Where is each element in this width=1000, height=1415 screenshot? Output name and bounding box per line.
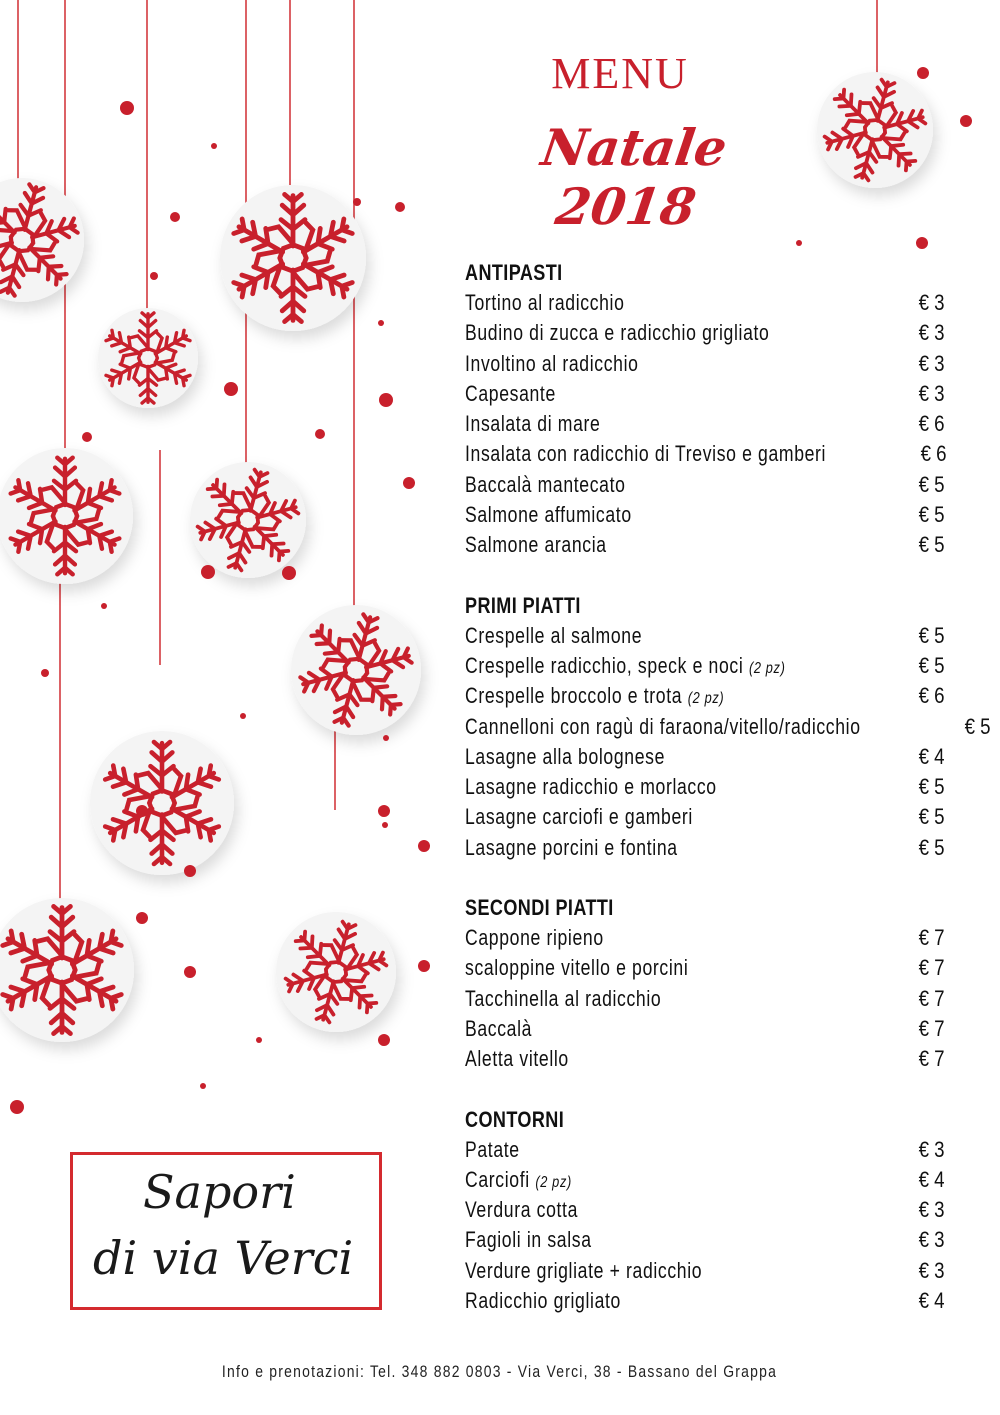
price: € 4 [918,1166,945,1192]
menu-item: Salmone affumicato € 5 [465,500,945,530]
menu-item: Verdure grigliate + radicchio € 3 [465,1256,945,1286]
menu-item: scaloppine vitello e porcini € 7 [465,953,945,983]
price: € 3 [918,1227,945,1253]
price: € 6 [918,411,945,437]
menu-item: Capesante € 3 [465,379,945,409]
price: € 7 [918,1015,945,1041]
price: € 3 [918,1257,945,1283]
price: € 7 [918,925,945,951]
section-contorni [465,1105,945,1317]
price: € 5 [918,502,945,528]
menu-item: Budino di zucca e radicchio grigliato € 3 [465,318,945,348]
price: € 3 [918,320,945,346]
menu-item: Fagioli in salsa € 3 [465,1225,945,1255]
menu-item: Lasagne alla bolognese € 4 [465,742,945,772]
price: € 5 [964,713,991,739]
price: € 5 [918,532,945,558]
item-note: (2 pz) [748,659,786,677]
footer-contact-info: Info e prenotazioni: Tel. 348 882 0803 - Via Verci, 38 - Bassano del Grappa [222,1362,778,1381]
price: € 6 [920,441,947,467]
menu-item: Baccalà € 7 [465,1014,945,1044]
price: € 4 [918,1288,945,1314]
price: € 4 [918,743,945,769]
price: € 7 [918,985,945,1011]
price: € 5 [918,834,945,860]
menu-item: Lasagne radicchio e morlacco € 5 [465,772,945,802]
price: € 3 [918,1136,945,1162]
price: € 3 [918,350,945,376]
menu-item: Involtino al radicchio € 3 [465,349,945,379]
price: € 7 [918,955,945,981]
menu-item: Verdura cotta € 3 [465,1195,945,1225]
section-title: SECONDI PIATTI [465,895,614,921]
section-primi-piatti [465,591,991,863]
menu-item: Insalata di mare € 6 [465,409,945,439]
menu-title: MENU [551,49,689,98]
menu-item: Insalata con radicchio di Treviso e gamberi € 6 [465,439,945,469]
price: € 3 [918,290,945,315]
price: € 6 [918,683,945,709]
menu-item: Lasagne carciofi e gamberi € 5 [465,802,945,832]
menu-item: Tacchinella al radicchio € 7 [465,984,945,1014]
menu-item: Lasagne porcini e fontina € 5 [465,833,945,863]
price: € 5 [918,652,945,678]
menu-item: Patate € 3 [465,1135,945,1165]
menu-item: Aletta vitello € 7 [465,1044,945,1074]
item-note: (2 pz) [687,690,725,708]
menu-item: Radicchio grigliato € 4 [465,1286,945,1316]
price: € 5 [918,622,945,648]
menu-item: Baccalà mantecato € 5 [465,470,945,500]
menu-item: Crespelle broccolo e trota (2 pz) € 6 [465,681,945,711]
section-antipasti [465,258,945,561]
menu-list [465,258,991,1346]
price: € 5 [918,471,945,497]
section-title: CONTORNI [465,1106,565,1132]
menu-item: Cannelloni con ragù di faraona/vitello/radicchio € 5 [465,712,945,742]
menu-subtitle: Natale 2018 [537,118,731,236]
price: € 3 [918,380,945,406]
section-title: ANTIPASTI [465,260,563,285]
item-note: (2 pz) [535,1173,572,1191]
logo-line-1: Sapori [143,1165,296,1219]
logo-line-2: di via Verci [93,1231,354,1285]
menu-item: Salmone arancia € 5 [465,530,945,560]
section-secondi-piatti [465,893,945,1074]
menu-item: Crespelle al salmone € 5 [465,621,945,651]
menu-item: Carciofi (2 pz) € 4 [465,1165,945,1195]
menu-item: Tortino al radicchio € 3 [465,288,945,318]
price: € 5 [918,804,945,830]
price: € 7 [918,1046,945,1072]
menu-item: Crespelle radicchio, speck e noci (2 pz) € 5 [465,651,945,681]
price: € 5 [918,774,945,800]
section-title: PRIMI PIATTI [465,592,581,618]
price: € 3 [918,1197,945,1223]
restaurant-logo [70,1152,382,1310]
menu-item: Cappone ripieno € 7 [465,923,945,953]
